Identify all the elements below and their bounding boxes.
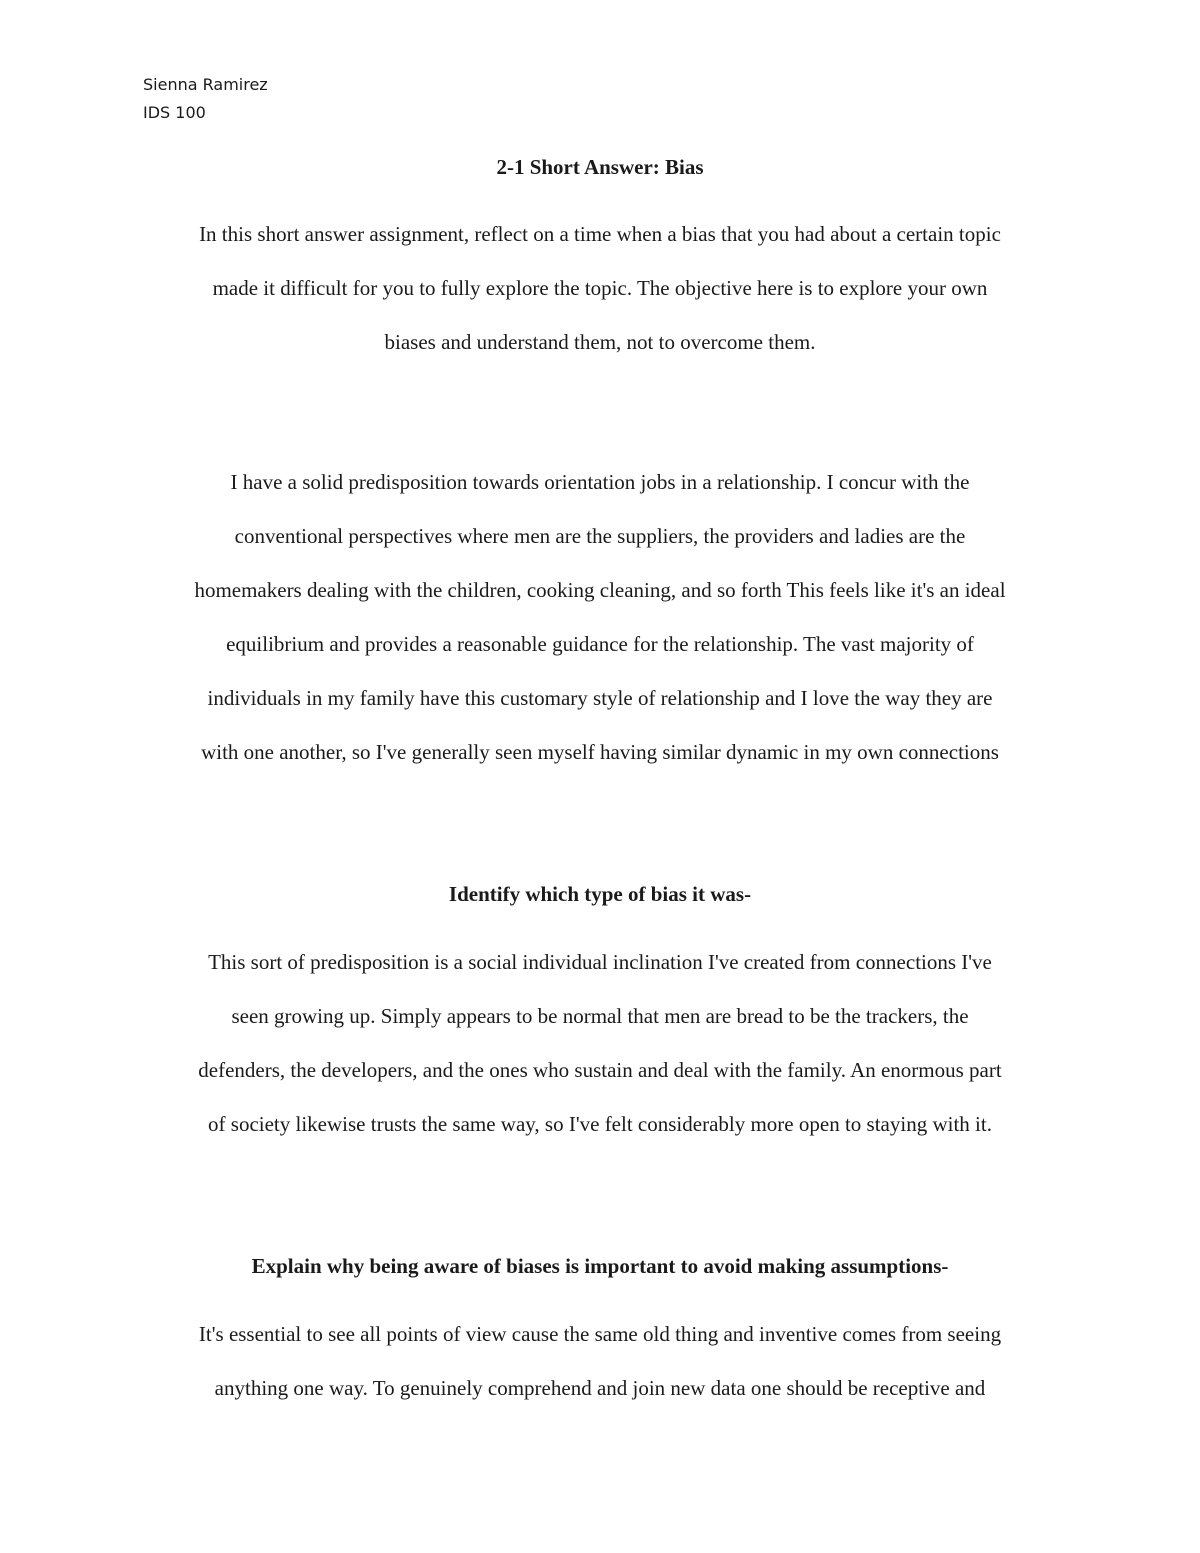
response-line: with one another, so I've generally seen myself having similar dynamic in my own connections bbox=[201, 740, 999, 764]
response-line: conventional perspectives where men are the suppliers, the providers and ladies are the bbox=[234, 524, 966, 548]
prompt-line: made it difficult for you to fully explore the topic. The objective here is to explore your own bbox=[212, 276, 988, 300]
assignment-prompt bbox=[130, 207, 1070, 369]
response-line: I have a solid predisposition towards orientation jobs in a relationship. I concur with the bbox=[230, 470, 970, 494]
response-line: individuals in my family have this customary style of relationship and I love the way they are bbox=[207, 686, 993, 710]
author-name: Sienna Ramirez bbox=[143, 75, 268, 94]
prompt-line: biases and understand them, not to overcome them. bbox=[384, 330, 816, 354]
bias-type-line: of society likewise trusts the same way, so I've felt considerably more open to staying with it. bbox=[208, 1112, 992, 1136]
bias-type-paragraph bbox=[130, 935, 1070, 1151]
awareness-line: anything one way. To genuinely comprehend and join new data one should be receptive and bbox=[214, 1376, 986, 1400]
bias-type-line: seen growing up. Simply appears to be normal that men are bread to be the trackers, the bbox=[231, 1004, 969, 1028]
response-line: equilibrium and provides a reasonable guidance for the relationship. The vast majority of bbox=[226, 632, 974, 656]
prompt-line: In this short answer assignment, reflect on a time when a bias that you had about a certain topic bbox=[199, 222, 1001, 246]
bias-type-line: This sort of predisposition is a social individual inclination I've created from connections I've bbox=[208, 950, 992, 974]
bias-type-heading: Identify which type of bias it was- bbox=[448, 882, 752, 906]
bias-type-line: defenders, the developers, and the ones who sustain and deal with the family. An enormous part bbox=[198, 1058, 1002, 1082]
document-title: 2-1 Short Answer: Bias bbox=[496, 155, 704, 179]
response-line: homemakers dealing with the children, cooking cleaning, and so forth This feels like it's an ideal bbox=[194, 578, 1006, 602]
course-code: IDS 100 bbox=[143, 103, 206, 122]
awareness-heading: Explain why being aware of biases is important to avoid making assumptions- bbox=[251, 1254, 949, 1278]
awareness-paragraph bbox=[130, 1307, 1070, 1415]
awareness-line: It's essential to see all points of view cause the same old thing and inventive comes from seeing bbox=[198, 1322, 1002, 1346]
response-paragraph bbox=[130, 455, 1070, 779]
